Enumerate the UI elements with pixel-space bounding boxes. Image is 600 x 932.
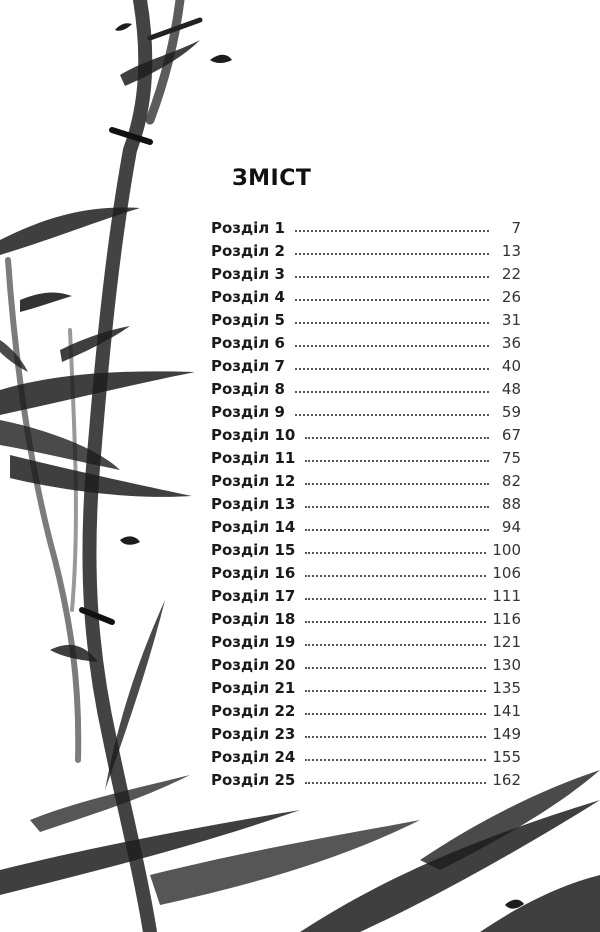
bamboo-leaf <box>120 536 140 544</box>
toc-dot-leader <box>305 690 486 692</box>
toc-entry-label: Розділ 4 <box>211 288 285 306</box>
toc-entry-label: Розділ 16 <box>211 564 296 582</box>
toc-entry[interactable] <box>211 651 521 674</box>
toc-entry[interactable] <box>211 697 521 720</box>
toc-dot-leader <box>305 437 489 439</box>
toc-entry-page: 116 <box>492 610 521 628</box>
toc-dot-leader <box>295 345 489 347</box>
toc-entry-label: Розділ 8 <box>211 380 285 398</box>
toc-entry-label: Розділ 6 <box>211 334 285 352</box>
toc-entry-label: Розділ 19 <box>211 633 296 651</box>
toc-entry-page: 135 <box>492 679 521 697</box>
toc-entry-label: Розділ 18 <box>211 610 296 628</box>
toc-entry-page: 94 <box>501 518 521 536</box>
toc-dot-leader <box>295 414 489 416</box>
toc-entry-page: 100 <box>492 541 521 559</box>
toc-entry-label: Розділ 25 <box>211 771 296 789</box>
toc-dot-leader <box>295 368 489 370</box>
toc-dot-leader <box>305 713 486 715</box>
toc-entry-page: 75 <box>501 449 521 467</box>
toc-entry-page: 59 <box>501 403 521 421</box>
toc-entry[interactable] <box>211 375 521 398</box>
toc-entry[interactable] <box>211 306 521 329</box>
toc-entry[interactable] <box>211 283 521 306</box>
toc-entry-page: 88 <box>501 495 521 513</box>
toc-entry-label: Розділ 1 <box>211 219 285 237</box>
toc-entry-label: Розділ 5 <box>211 311 285 329</box>
toc-entry[interactable] <box>211 628 521 651</box>
toc-dot-leader <box>305 598 486 600</box>
toc-entry-page: 106 <box>492 564 521 582</box>
bamboo-leaf <box>20 293 72 312</box>
toc-dot-leader <box>295 253 489 255</box>
toc-entry-label: Розділ 2 <box>211 242 285 260</box>
toc-dot-leader <box>305 621 486 623</box>
toc-entry[interactable] <box>211 214 521 237</box>
toc-entry-label: Розділ 21 <box>211 679 296 697</box>
toc-entry-label: Розділ 10 <box>211 426 296 444</box>
toc-dot-leader <box>305 552 486 554</box>
toc-entry[interactable] <box>211 536 521 559</box>
bamboo-stalk-left <box>8 260 78 760</box>
toc-dot-leader <box>295 276 489 278</box>
toc-entry-page: 149 <box>492 725 521 743</box>
toc-dot-leader <box>295 322 489 324</box>
toc-dot-leader <box>305 782 486 784</box>
toc-entry-label: Розділ 24 <box>211 748 296 766</box>
toc-entry-page: 121 <box>492 633 521 651</box>
toc-entry-page: 40 <box>501 357 521 375</box>
toc-dot-leader <box>305 736 486 738</box>
toc-entry-label: Розділ 17 <box>211 587 296 605</box>
toc-dot-leader <box>305 529 489 531</box>
toc-entry-page: 111 <box>492 587 521 605</box>
toc-dot-leader <box>305 483 489 485</box>
toc-entry[interactable] <box>211 766 521 789</box>
toc-entry[interactable] <box>211 605 521 628</box>
toc-entry-label: Розділ 22 <box>211 702 296 720</box>
toc-entry-page: 13 <box>501 242 521 260</box>
toc-entry[interactable] <box>211 720 521 743</box>
toc-entry-page: 7 <box>511 219 521 237</box>
bamboo-leaf <box>30 775 190 832</box>
toc-entry[interactable] <box>211 743 521 766</box>
toc-entry-page: 130 <box>492 656 521 674</box>
bamboo-leaf <box>105 600 165 790</box>
toc-entry[interactable] <box>211 559 521 582</box>
toc-entry[interactable] <box>211 467 521 490</box>
toc-entry-label: Розділ 11 <box>211 449 296 467</box>
toc-entry-page: 48 <box>501 380 521 398</box>
bamboo-leaf <box>210 55 232 63</box>
toc-entry-label: Розділ 7 <box>211 357 285 375</box>
toc-dot-leader <box>305 667 486 669</box>
toc-entry-label: Розділ 12 <box>211 472 296 490</box>
toc-entry-label: Розділ 13 <box>211 495 296 513</box>
toc-entry-label: Розділ 15 <box>211 541 296 559</box>
toc-entry-page: 22 <box>501 265 521 283</box>
bamboo-leaf <box>115 23 132 31</box>
toc-dot-leader <box>295 391 489 393</box>
toc-entry-page: 82 <box>501 472 521 490</box>
bamboo-leaf <box>480 875 600 932</box>
toc-dot-leader <box>305 460 489 462</box>
toc-entry-label: Розділ 3 <box>211 265 285 283</box>
toc-dot-leader <box>295 230 489 232</box>
toc-dot-leader <box>305 506 489 508</box>
toc-entry[interactable] <box>211 421 521 444</box>
toc-entry[interactable] <box>211 237 521 260</box>
toc-dot-leader <box>305 759 486 761</box>
toc-entry-page: 162 <box>492 771 521 789</box>
toc-dot-leader <box>295 299 489 301</box>
toc-entry[interactable] <box>211 329 521 352</box>
toc-entry-label: Розділ 9 <box>211 403 285 421</box>
toc-entry[interactable] <box>211 674 521 697</box>
toc-entry[interactable] <box>211 513 521 536</box>
toc-entry[interactable] <box>211 398 521 421</box>
toc-entry[interactable] <box>211 444 521 467</box>
toc-entry-page: 36 <box>501 334 521 352</box>
toc-dot-leader <box>305 575 486 577</box>
toc-entry-page: 155 <box>492 748 521 766</box>
page-title: ЗМІСТ <box>232 166 312 191</box>
table-of-contents <box>211 214 521 789</box>
toc-entry-page: 67 <box>501 426 521 444</box>
toc-entry-page: 141 <box>492 702 521 720</box>
toc-entry-page: 31 <box>501 311 521 329</box>
toc-entry-label: Розділ 23 <box>211 725 296 743</box>
toc-dot-leader <box>305 644 486 646</box>
toc-entry[interactable] <box>211 260 521 283</box>
toc-entry-label: Розділ 20 <box>211 656 296 674</box>
toc-entry-label: Розділ 14 <box>211 518 296 536</box>
toc-entry-page: 26 <box>501 288 521 306</box>
toc-entry[interactable] <box>211 582 521 605</box>
toc-entry[interactable] <box>211 352 521 375</box>
toc-entry[interactable] <box>211 490 521 513</box>
